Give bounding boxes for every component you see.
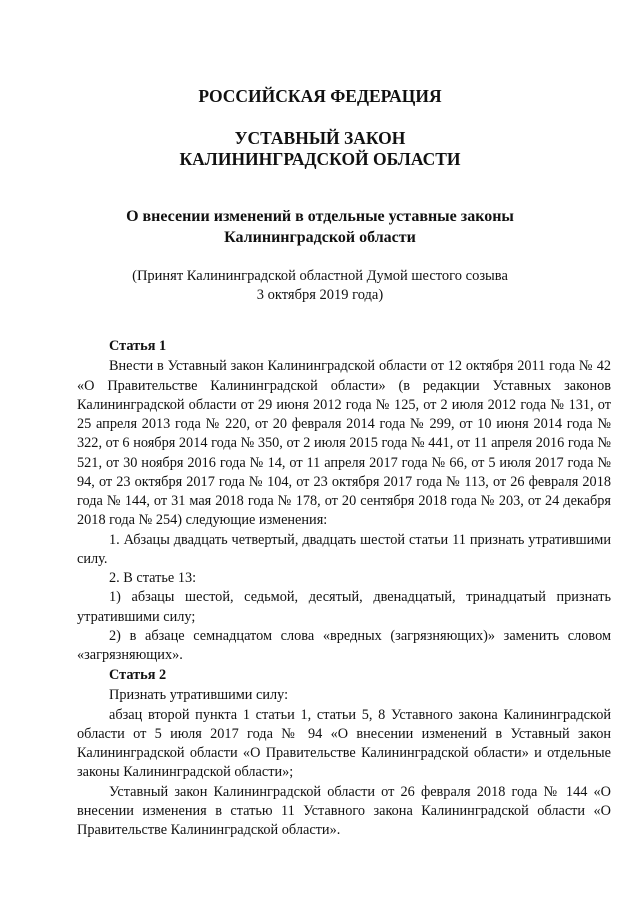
law-subject-line-1: О внесении изменений в отдельные уставные законы: [126, 208, 514, 225]
article-1-paragraph: Внести в Уставный закон Калининградской области от 12 октября 2011 года № 42 «О Правительстве Калининградской области» (в редакции Уставных законов Калининградской области от 29 июня 2012 года № 125, от 2 июля 2012 года № 131, от 25 апреля 2013 года № 220, от 20 февраля 2014 года № 299, от 10 июня 2014 года № 322, от 6 ноября 2014 года № 350, от 2 июля 2015 года № 441, от 11 апреля 2016 года № 521, от 30 ноября 2016 года № 14, от 11 апреля 2017 года № 66, от 5 июля 2017 года № 94, от 23 октября 2017 года № 104, от 23 октября 2017 года № 113, от 26 февраля 2018 года № 144, от 31 мая 2018 года № 178, от 20 сентября 2018 года № 203, от 24 декабря 2018 года № 254) следующие изменения:: [77, 358, 611, 529]
country-heading: РОССИЙСКАЯ ФЕДЕРАЦИЯ: [198, 86, 442, 106]
article-1-paragraph: 1) абзацы шестой, седьмой, десятый, двенадцатый, тринадцатый признать утратившими силу;: [77, 589, 611, 625]
law-title: [0, 128, 640, 170]
article-1-paragraph: 2) в абзаце семнадцатом слова «вредных (загрязняющих)» заменить словом «загрязняющих».: [77, 627, 611, 663]
law-title-line-1: УСТАВНЫЙ ЗАКОН: [234, 128, 406, 148]
adoption-note-line-2: 3 октября 2019 года): [256, 287, 384, 303]
article-2-paragraph: Признать утратившими силу:: [109, 687, 289, 704]
article-2-paragraph: абзац второй пункта 1 статьи 1, статьи 5, 8 Уставного закона Калининградской области от 5 июля 2017 года № 94 «О внесении изменений в Уставный закон Калининградской области «О Правительстве Калининградской области» и отдельные законы Калининградской области»;: [77, 706, 611, 781]
article-2-paragraph: Уставный закон Калининградской области от 26 февраля 2018 года № 144 «О внесении изменения в статью 11 Уставного закона Калининградской области «О Правительстве Калининградской области».: [77, 783, 611, 838]
adoption-note-line-1: (Принят Калининградской областной Думой шестого созыва: [132, 268, 508, 284]
article-2: [77, 666, 611, 840]
article-1-paragraph: 2. В статье 13:: [109, 570, 197, 586]
article-1-paragraph: 1. Абзацы двадцать четвертый, двадцать шестой статьи 11 признать утратившими силу.: [77, 531, 611, 567]
law-subject-line-2: Калининградской области: [224, 229, 416, 246]
article-1-title: Статья 1: [109, 338, 167, 354]
article-2-title: Статья 2: [109, 667, 167, 683]
law-subject: [0, 206, 640, 248]
law-title-line-2: КАЛИНИНГРАДСКОЙ ОБЛАСТИ: [179, 149, 461, 169]
adoption-note: [0, 267, 640, 305]
article-1: [77, 337, 611, 665]
